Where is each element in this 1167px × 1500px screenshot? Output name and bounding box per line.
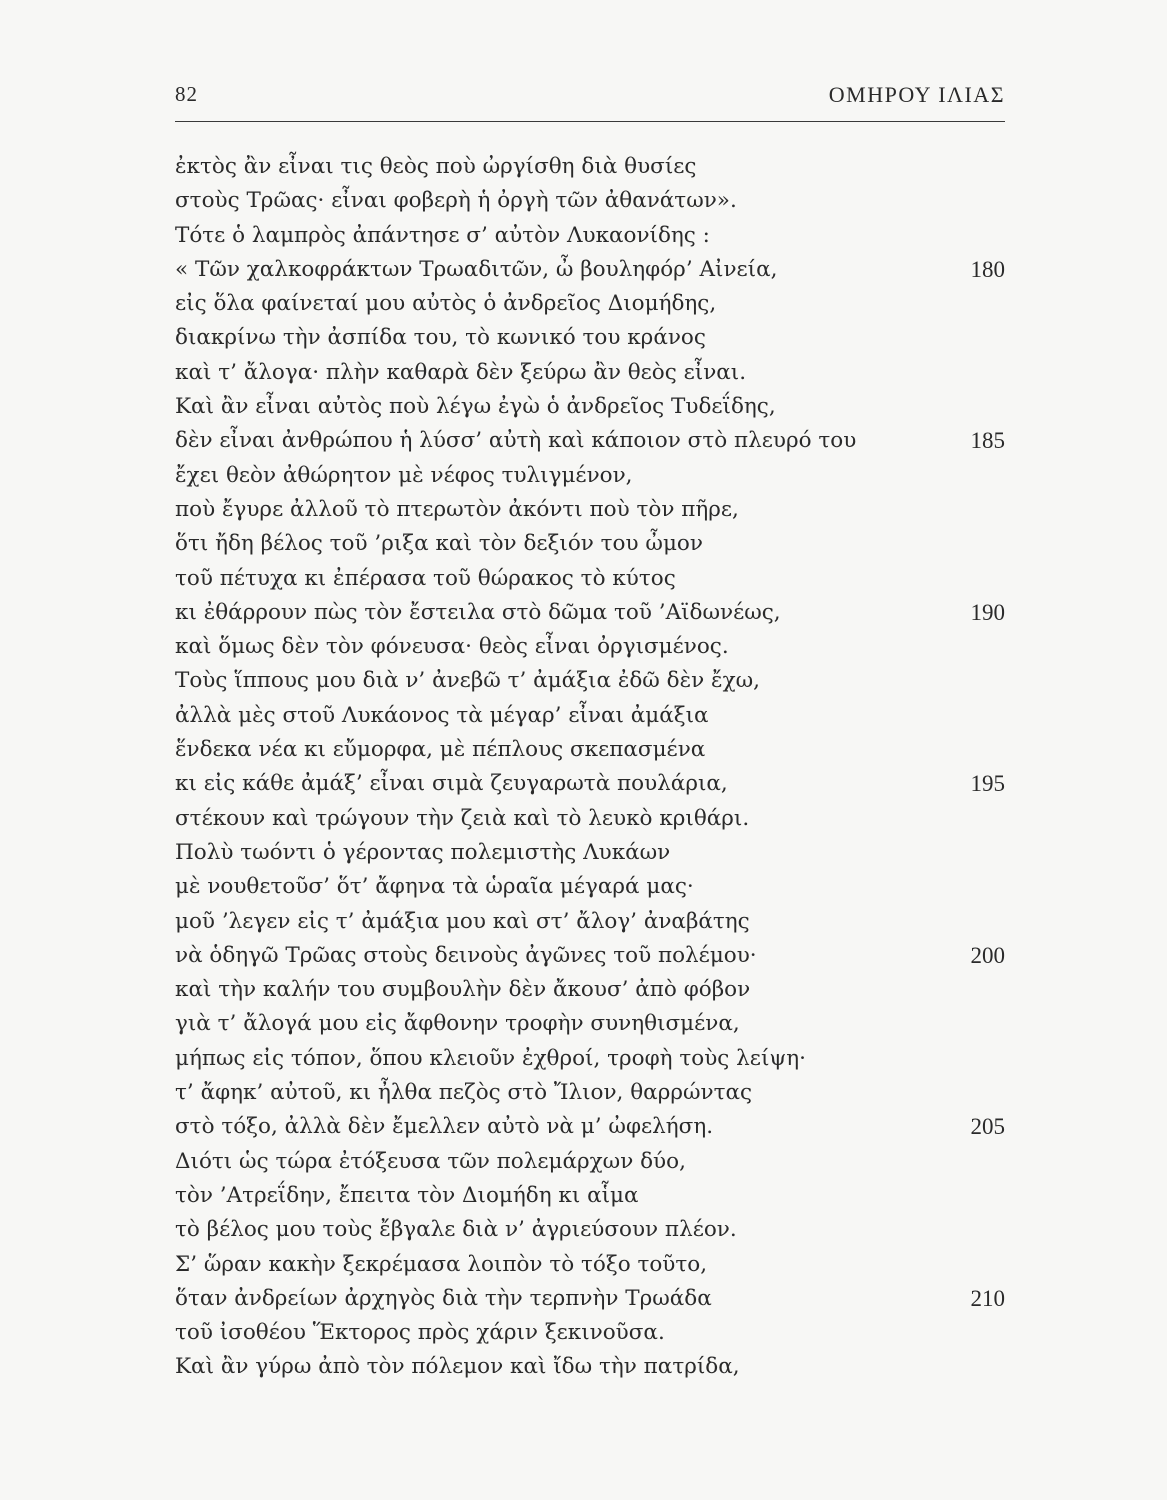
verse-text: Τότε ὁ λαμπρὸς ἀπάντησε σ’ αὐτὸν Λυκαονίδης : <box>175 222 710 248</box>
verse-line <box>175 733 1005 767</box>
verse-line <box>175 1316 1005 1350</box>
verse-text: ἀλλὰ μὲς στοῦ Λυκάονος τὰ μέγαρ’ εἶναι ἀμάξια <box>175 702 709 728</box>
line-number: 190 <box>970 599 1005 625</box>
verse-line <box>175 1350 1005 1384</box>
line-number: 195 <box>970 771 1005 797</box>
verse-text: μὲ νουθετοῦσ’ ὅτ’ ἄφηνα τὰ ὡραῖα μέγαρά μας· <box>175 874 694 900</box>
verse-text: ὅτι ἤδη βέλος τοῦ ’ριξα καὶ τὸν δεξιόν του ὦμον <box>175 531 703 557</box>
verse-text: ἔχει θεὸν ἀθώρητον μὲ νέφος τυλιγμένον, <box>175 462 633 488</box>
verse-line <box>175 664 1005 698</box>
verse-line <box>175 150 1005 184</box>
verse-text: καὶ ὅμως δὲν τὸν φόνευσα· θεὸς εἶναι ὀργισμένος. <box>175 634 729 660</box>
verse-text: κι ἐθάρρουν πὼς τὸν ἔστειλα στὸ δῶμα τοῦ ’Αϊδωνέως, <box>175 599 781 625</box>
verse-line <box>175 699 1005 733</box>
verse-text: Πολὺ τωόντι ὁ γέροντας πολεμιστὴς Λυκάων <box>175 839 671 865</box>
line-number: 185 <box>970 428 1005 454</box>
line-number: 210 <box>970 1285 1005 1311</box>
verse-text: γιὰ τ’ ἄλογά μου εἰς ἄφθονην τροφὴν συνηθισμένα, <box>175 1011 740 1037</box>
verse-line <box>175 1179 1005 1213</box>
verse-line <box>175 1007 1005 1041</box>
verse-text: στοὺς Τρῶας· εἶναι φοβερὴ ἡ ὀργὴ τῶν ἀθανάτων». <box>175 188 737 214</box>
verse-line <box>175 459 1005 493</box>
verse-line <box>175 1248 1005 1282</box>
verse-text: καὶ τὴν καλήν του συμβουλὴν δὲν ἄκουσ’ ἀπὸ φόβον <box>175 977 751 1003</box>
verse-text: τὸν ’Ατρεΐδην, ἔπειτα τὸν Διομήδη κι αἷμα <box>175 1182 639 1208</box>
page-header <box>175 82 1005 122</box>
verse-line <box>175 802 1005 836</box>
verse-line <box>175 1042 1005 1076</box>
verse-text: ἕνδεκα νέα κι εὔμορφα, μὲ πέπλους σκεπασμένα <box>175 737 706 763</box>
verse-line <box>175 321 1005 355</box>
verse-line <box>175 596 1005 630</box>
verse-line <box>175 1145 1005 1179</box>
verse-text: διακρίνω τὴν ἀσπίδα του, τὸ κωνικό του κράνος <box>175 325 706 351</box>
verse-text: καὶ τ’ ἄλογα· πλὴν καθαρὰ δὲν ξεύρω ἂν θεὸς εἶναι. <box>175 359 747 385</box>
verse-line <box>175 1282 1005 1316</box>
page-number: 82 <box>175 82 198 106</box>
verse-line <box>175 562 1005 596</box>
verse-line <box>175 836 1005 870</box>
verse-line <box>175 493 1005 527</box>
verse-text: Τοὺς ἵππους μου διὰ ν’ ἀνεβῶ τ’ ἀμάξια ἐδῶ δὲν ἔχω, <box>175 668 760 694</box>
verse-line <box>175 939 1005 973</box>
verse-line <box>175 870 1005 904</box>
verse-text: στέκουν καὶ τρώγουν τὴν ζειὰ καὶ τὸ λευκὸ κριθάρι. <box>175 805 750 831</box>
verse-text: δὲν εἶναι ἀνθρώπου ἡ λύσσ’ αὐτὴ καὶ κάποιον στὸ πλευρό του <box>175 428 857 454</box>
verse-text: τ’ ἄφηκ’ αὐτοῦ, κι ἦλθα πεζὸς στὸ Ἴλιον, θαρρώντας <box>175 1080 753 1106</box>
verse-line <box>175 973 1005 1007</box>
verse-block <box>175 150 1005 1385</box>
verse-line <box>175 219 1005 253</box>
line-number: 180 <box>970 256 1005 282</box>
verse-text: Καὶ ἂν γύρω ἀπὸ τὸν πόλεμον καὶ ἴδω τὴν πατρίδα, <box>175 1354 740 1380</box>
verse-line <box>175 1213 1005 1247</box>
verse-text: εἰς ὅλα φαίνεταί μου αὐτὸς ὁ ἀνδρεῖος Διομήδης, <box>175 291 717 317</box>
verse-text: νὰ ὁδηγῶ Τρῶας στοὺς δεινοὺς ἀγῶνες τοῦ πολέμου· <box>175 942 757 968</box>
running-title: ΟΜΗΡΟΥ ΙΛΙΑΣ <box>828 82 1005 107</box>
verse-line <box>175 356 1005 390</box>
verse-text: ποὺ ἔγυρε ἀλλοῦ τὸ πτερωτὸν ἀκόντι ποὺ τὸν πῆρε, <box>175 496 739 522</box>
verse-text: Καὶ ἂν εἶναι αὐτὸς ποὺ λέγω ἐγὼ ὁ ἀνδρεῖος Τυδεΐδης, <box>175 394 776 420</box>
verse-text: ἐκτὸς ἂν εἶναι τις θεὸς ποὺ ὠργίσθη διὰ θυσίες <box>175 154 697 179</box>
verse-text: μήπως εἰς τόπον, ὅπου κλειοῦν ἐχθροί, τροφὴ τοὺς λείψη· <box>175 1045 806 1071</box>
verse-line <box>175 253 1005 287</box>
header-rule <box>175 121 1005 122</box>
verse-line <box>175 390 1005 424</box>
line-number: 200 <box>970 942 1005 968</box>
verse-text: τοῦ πέτυχα κι ἐπέρασα τοῦ θώρακος τὸ κύτος <box>175 565 676 591</box>
verse-line <box>175 1110 1005 1144</box>
verse-text: Σ’ ὥραν κακὴν ξεκρέμασα λοιπὸν τὸ τόξο τοῦτο, <box>175 1251 708 1277</box>
verse-text: τοῦ ἰσοθέου Ἕκτορος πρὸς χάριν ξεκινοῦσα. <box>175 1320 665 1346</box>
verse-line <box>175 287 1005 321</box>
verse-line <box>175 424 1005 458</box>
verse-text: μοῦ ’λεγεν εἰς τ’ ἀμάξια μου καὶ στ’ ἄλογ’ ἀναβάτης <box>175 908 750 934</box>
verse-line <box>175 767 1005 801</box>
verse-line <box>175 905 1005 939</box>
verse-text: στὸ τόξο, ἀλλὰ δὲν ἔμελλεν αὐτὸ νὰ μ’ ὠφελήση. <box>175 1114 714 1140</box>
line-number: 205 <box>970 1114 1005 1140</box>
verse-line <box>175 184 1005 218</box>
verse-text: κι εἰς κάθε ἀμάξ’ εἶναι σιμὰ ζευγαρωτὰ πουλάρια, <box>175 771 728 797</box>
verse-line <box>175 1076 1005 1110</box>
verse-text: « Τῶν χαλκοφράκτων Τρωαδιτῶν, ὦ βουληφόρ’ Αἰνεία, <box>175 256 778 282</box>
verse-text: τὸ βέλος μου τοὺς ἔβγαλε διὰ ν’ ἀγριεύσουν πλέον. <box>175 1217 737 1243</box>
verse-text: ὅταν ἀνδρείων ἀρχηγὸς διὰ τὴν τερπνὴν Τρωάδα <box>175 1285 712 1311</box>
verse-text: Διότι ὡς τώρα ἐτόξευσα τῶν πολεμάρχων δύο, <box>175 1148 686 1174</box>
verse-line <box>175 630 1005 664</box>
verse-line <box>175 527 1005 561</box>
